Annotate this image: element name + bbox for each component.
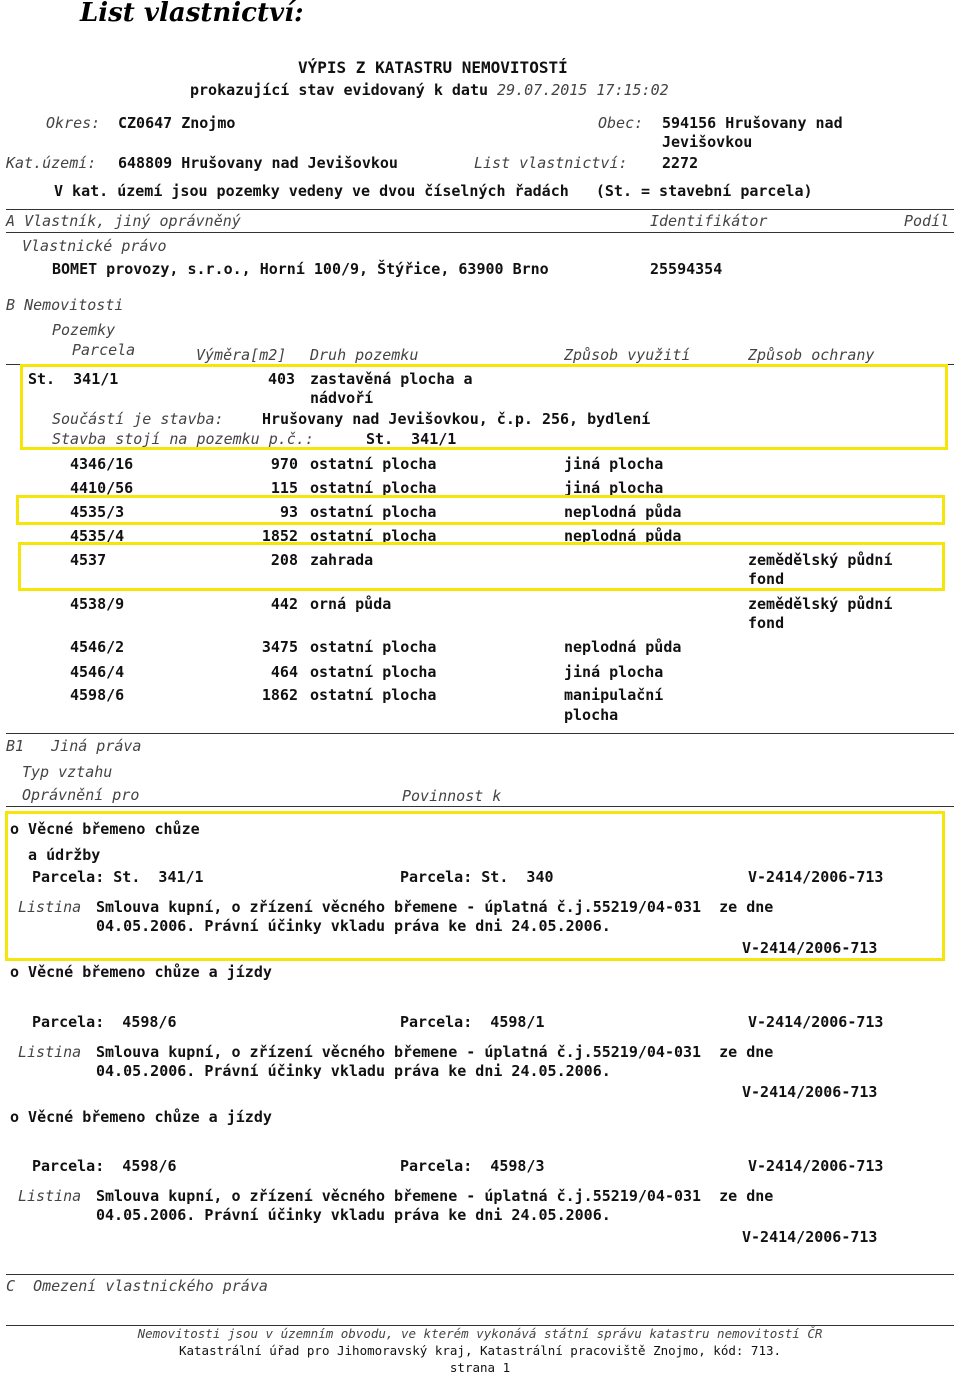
footer-line-3: strana 1 xyxy=(449,1360,511,1375)
typ-vztahu: Typ vztahu xyxy=(22,763,113,781)
col-zpusob-vyuziti: Způsob využití xyxy=(564,346,691,364)
divider-a xyxy=(6,209,954,210)
okres-value: CZ0647 Znojmo xyxy=(118,114,236,132)
soucasti-value: Hrušovany nad Jevišovkou, č.p. 256, bydlení xyxy=(262,410,651,428)
pozemky-label: Pozemky xyxy=(52,321,116,339)
subtitle-date: 29.07.2015 17:15:02 xyxy=(497,81,669,99)
section-b-header: B Nemovitosti xyxy=(6,296,124,314)
section-b1-header: B1 Jiná práva xyxy=(6,737,142,755)
divider-b1 xyxy=(6,733,954,734)
vlastnicke-pravo: Vlastnické právo xyxy=(22,237,167,255)
page-heading: List vlastnictví: xyxy=(80,0,304,28)
divider-a2 xyxy=(6,232,954,233)
obec-value-1: 594156 Hrušovany nad xyxy=(662,114,843,132)
lv-value: 2272 xyxy=(662,154,699,172)
opravneni-pro: Oprávnění pro xyxy=(22,786,140,804)
divider-c xyxy=(6,1274,954,1275)
lv-label: List vlastnictví: xyxy=(474,154,628,172)
col-vymera: Výměra[m2] xyxy=(196,346,287,364)
section-a-header: A Vlastník, jiný oprávněný xyxy=(6,212,241,230)
stavba-value: St. 341/1 xyxy=(366,430,457,448)
col-druh: Druh pozemku xyxy=(310,346,419,364)
col-zpusob-ochrany: Způsob ochrany xyxy=(748,346,875,364)
highlight-box-st-341-1 xyxy=(20,364,948,450)
obec-value-2: Jevišovkou xyxy=(662,133,753,151)
katuzemi-value: 648809 Hrušovany nad Jevišovkou xyxy=(118,154,398,172)
owner-id: 25594354 xyxy=(650,260,723,278)
col-identifikator: Identifikátor xyxy=(650,212,768,230)
col-parcela: Parcela xyxy=(72,341,136,359)
doc-subtitle xyxy=(190,81,669,99)
highlight-box-4535-3 xyxy=(16,495,945,525)
first-druh-1: zastavěná plocha a xyxy=(310,370,473,388)
owner: BOMET provozy, s.r.o., Horní 100/9, Štýřice, 63900 Brno xyxy=(52,260,549,278)
doc-title: VÝPIS Z KATASTRU NEMOVITOSTÍ xyxy=(298,58,568,77)
section-c-header: C Omezení vlastnického práva xyxy=(6,1277,268,1295)
stavba-label: Stavba stojí na pozemku p.č.: xyxy=(52,430,314,448)
highlight-box-4537 xyxy=(18,542,945,591)
footer-line-1: Nemovitosti jsou v územním obvodu, ve kterém vykonává státní správu katastru nemovitostí ČR xyxy=(137,1326,823,1341)
first-parcela: St. 341/1 xyxy=(28,370,119,388)
okres-label: Okres: xyxy=(46,114,101,132)
col-podil: Podíl xyxy=(904,212,950,230)
soucasti-label: Součástí je stavba: xyxy=(52,410,224,428)
katuzemi-label: Kat.území: xyxy=(6,154,97,172)
obec-label: Obec: xyxy=(598,114,644,132)
first-druh-2: nádvoří xyxy=(310,389,374,407)
subtitle-prefix: prokazující stav evidovaný k datu xyxy=(190,81,489,99)
highlight-box-easement-1 xyxy=(5,811,945,961)
divider-b1-2 xyxy=(6,806,954,807)
footer-line-2: Katastrální úřad pro Jihomoravský kraj, Katastrální pracoviště Znojmo, kód: 713. xyxy=(178,1343,782,1358)
doc-note: V kat. území jsou pozemky vedeny ve dvou číselných řadách (St. = stavební parcela) xyxy=(54,182,813,200)
first-vymera: 403 xyxy=(268,370,296,388)
povinnost-k: Povinnost k xyxy=(402,787,502,805)
